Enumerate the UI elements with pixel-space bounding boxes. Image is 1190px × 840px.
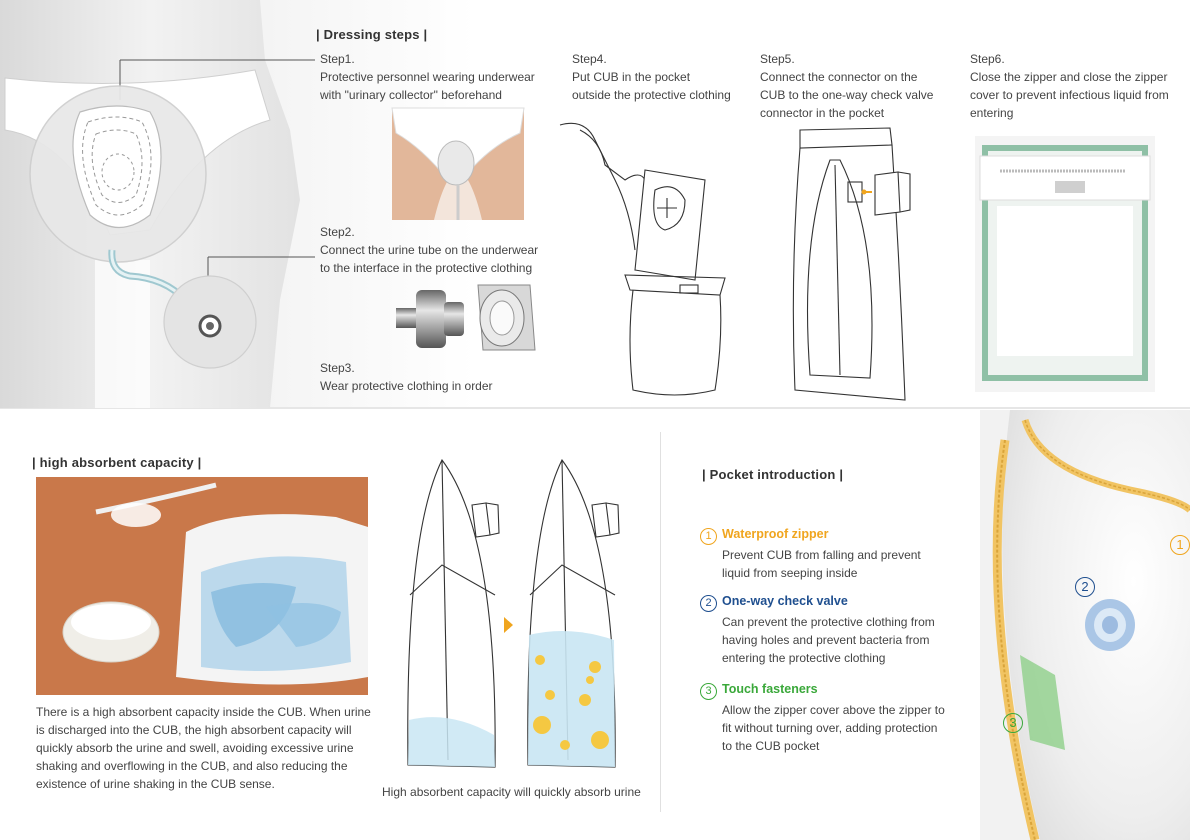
step6-text: Close the zipper and close the zipper cover to prevent infectious liquid from entering [970,70,1169,120]
callout-3: 3 [1003,713,1023,733]
step6-zipper-pocket-photo [975,136,1155,392]
step4-pocket-sketch [555,110,735,400]
step6-label: Step6. [970,52,1005,66]
feature-title-2: One-way check valve [722,594,848,608]
callout-1: 1 [1170,535,1190,555]
pocket-closeup-photo [980,410,1190,840]
feature-text-3: Allow the zipper cover above the zipper to fit without turning over, adding protection to the CUB pocket [722,703,945,753]
feature-waterproof-zipper [700,527,945,582]
step4-text: Put CUB in the pocket outside the protective clothing [572,70,731,102]
feature-check-valve [700,594,945,667]
step4-block [572,52,732,104]
step3-text: Wear protective clothing in order [320,379,493,393]
feature-number-3: 3 [700,683,717,700]
step1-underwear-photo [392,108,524,220]
step3-block [320,361,540,395]
body-underwear-illustration [0,0,320,408]
step3-label: Step3. [320,361,355,375]
feature-text-2: Can prevent the protective clothing from having holes and prevent bacteria from entering the protective clothing [722,615,935,665]
step2-text: Connect the urine tube on the underwear to the interface in the protective clothing [320,243,539,275]
absorbent-diaper-photo [36,477,368,695]
step2-label: Step2. [320,225,355,239]
step1-label: Step1. [320,52,355,66]
step5-label: Step5. [760,52,795,66]
absorbent-title: | high absorbent capacity | [32,455,202,470]
step2-block [320,225,545,277]
step5-cub-sketch [780,120,920,405]
section-divider-vertical [660,432,661,812]
pocket-title: | Pocket introduction | [702,467,844,482]
cub-bags-illustration [400,455,630,785]
step1-block [320,52,540,104]
step5-text: Connect the connector on the CUB to the one-way check valve connector in the pocket [760,70,934,120]
feature-touch-fasteners [700,682,945,755]
step5-block [760,52,945,122]
feature-number-1: 1 [700,528,717,545]
absorbent-caption: High absorbent capacity will quickly absorb urine [382,785,641,799]
dressing-steps-title: | Dressing steps | [316,27,428,42]
feature-title-1: Waterproof zipper [722,527,829,541]
step2-connector-parts [390,280,540,355]
callout-2: 2 [1075,577,1095,597]
step6-block [970,52,1170,122]
feature-text-1: Prevent CUB from falling and prevent liquid from seeping inside [722,548,921,580]
step1-text: Protective personnel wearing underwear with "urinary collector" beforehand [320,70,535,102]
feature-number-2: 2 [700,595,717,612]
absorbent-description: There is a high absorbent capacity inside the CUB. When urine is discharged into the CUB, the high absorbent capacity will quickly absorb the urine and swell, avoiding excessive urine shaking and overflowing in the CUB, and also reducing the existence of urine shaking in the CUB sense. [36,705,371,791]
step4-label: Step4. [572,52,607,66]
feature-title-3: Touch fasteners [722,682,818,696]
